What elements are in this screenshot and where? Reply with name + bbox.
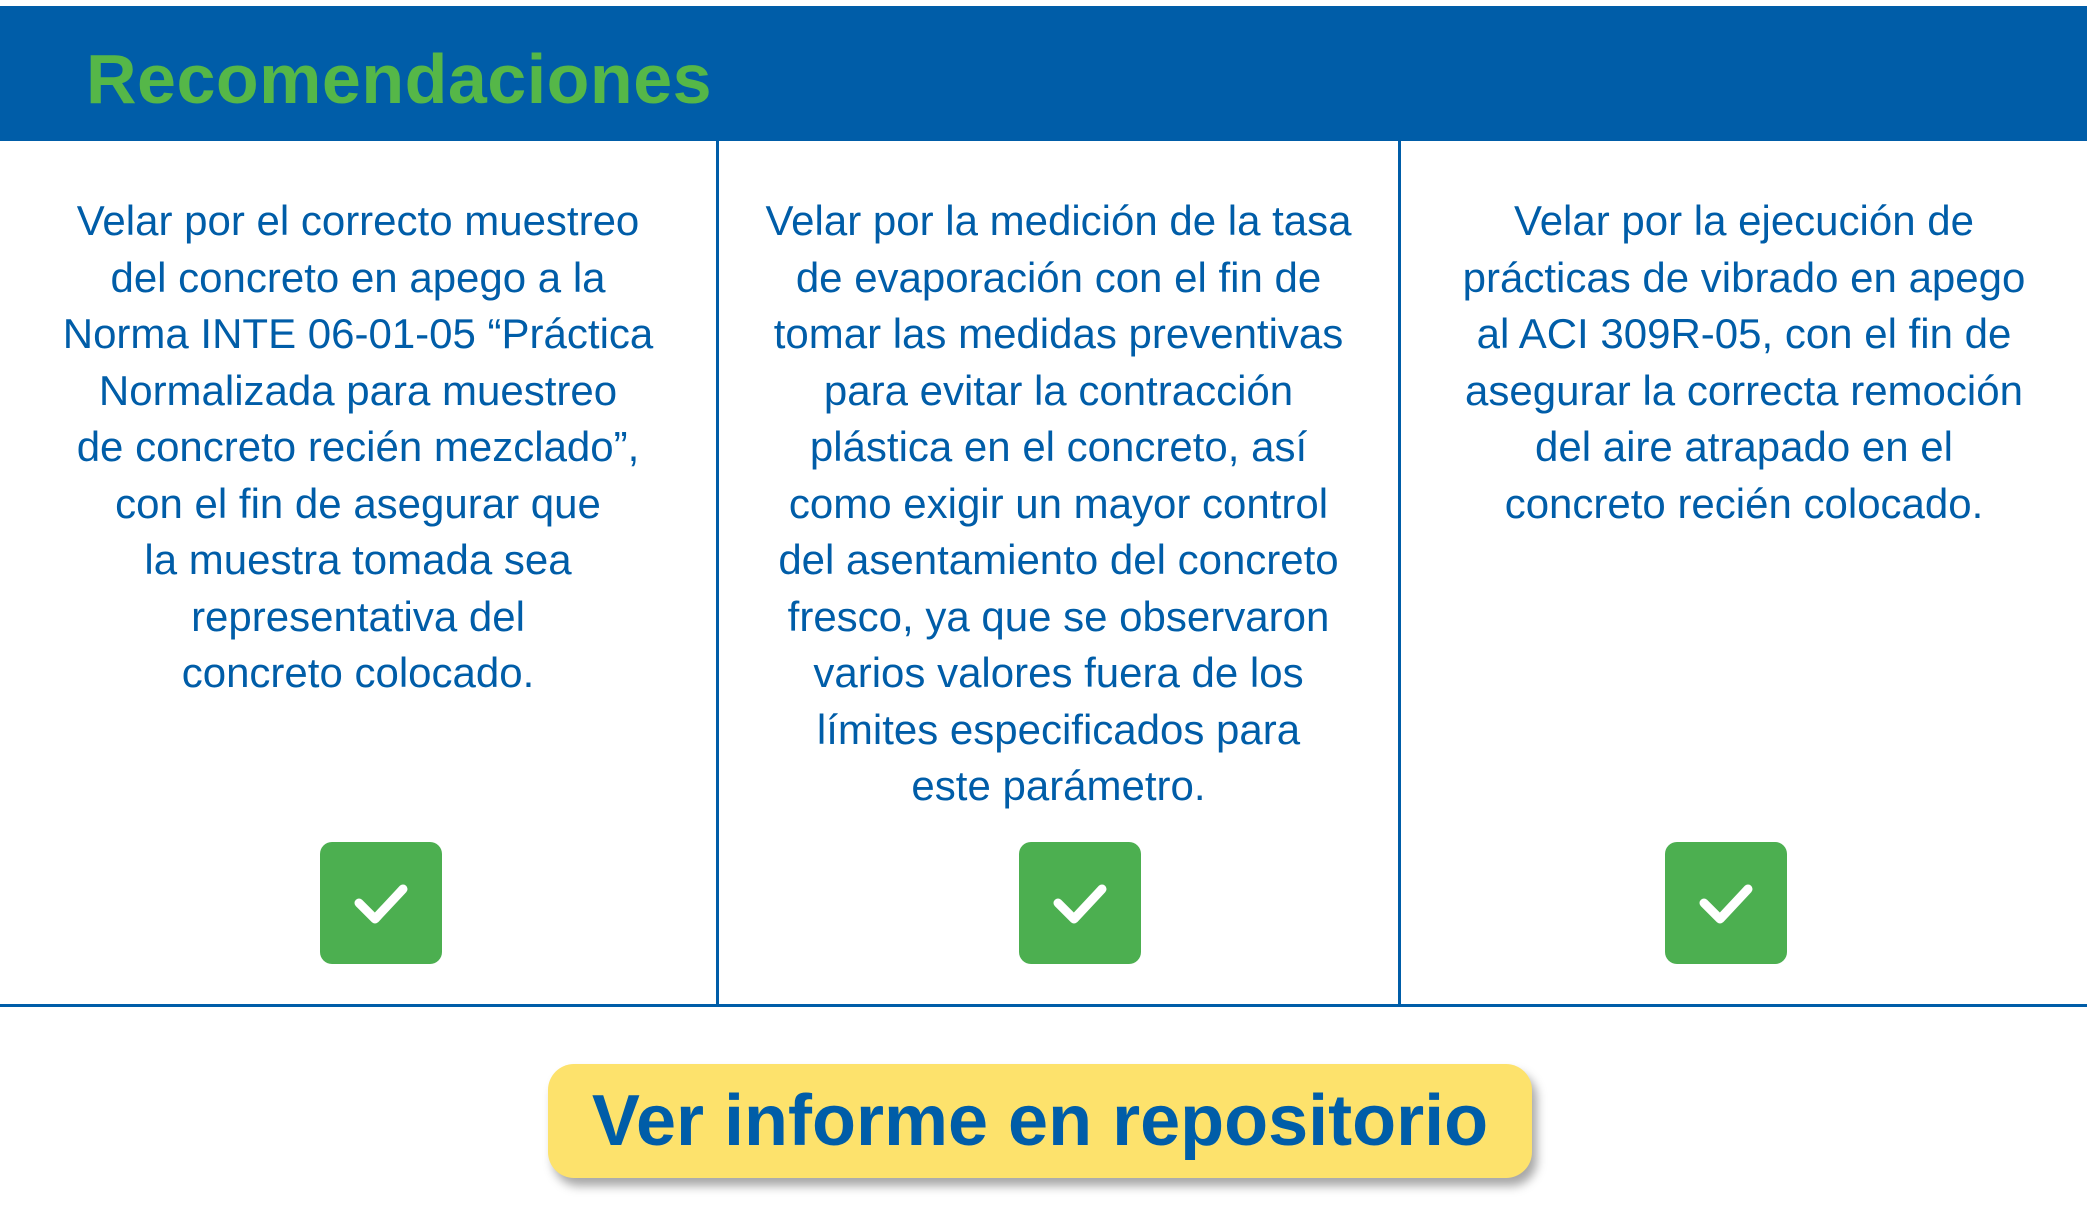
recommendation-column-2 [719,141,1398,1004]
header-bar [0,6,2087,141]
page-title: Recomendaciones [86,40,713,118]
view-report-button[interactable]: Ver informe en repositorio [548,1064,1532,1178]
recommendation-text: Velar por la ejecución de prácticas de vibrado en apego al ACI 309R-05, con el fin de asegurar la correcta remoción del aire atrapado en el concreto recién colocado. [1462,197,2026,527]
checkmark-icon [320,842,442,964]
checkmark-icon [1665,842,1787,964]
checkmark-icon [1019,842,1141,964]
recommendation-text: Velar por el correcto muestreo del concreto en apego a la Norma INTE 06-01-05 “Práctica Normalizada para muestreo de concreto recién mezclado”, con el fin de asegurar que la muestra tomada sea representativa del concreto colocado. [62,197,654,696]
recommendation-column-3 [1401,141,2087,1004]
section-divider [0,1004,2087,1007]
recommendation-column-1 [0,141,716,1004]
recommendation-text: Velar por la medición de la tasa de evaporación con el fin de tomar las medidas preventivas para evitar la contracción plástica en el concreto, así como exigir un mayor control del asentamiento del concreto fresco, ya que se observaron varios valores fuera de los límites especificados para este parámetro. [765,197,1352,809]
